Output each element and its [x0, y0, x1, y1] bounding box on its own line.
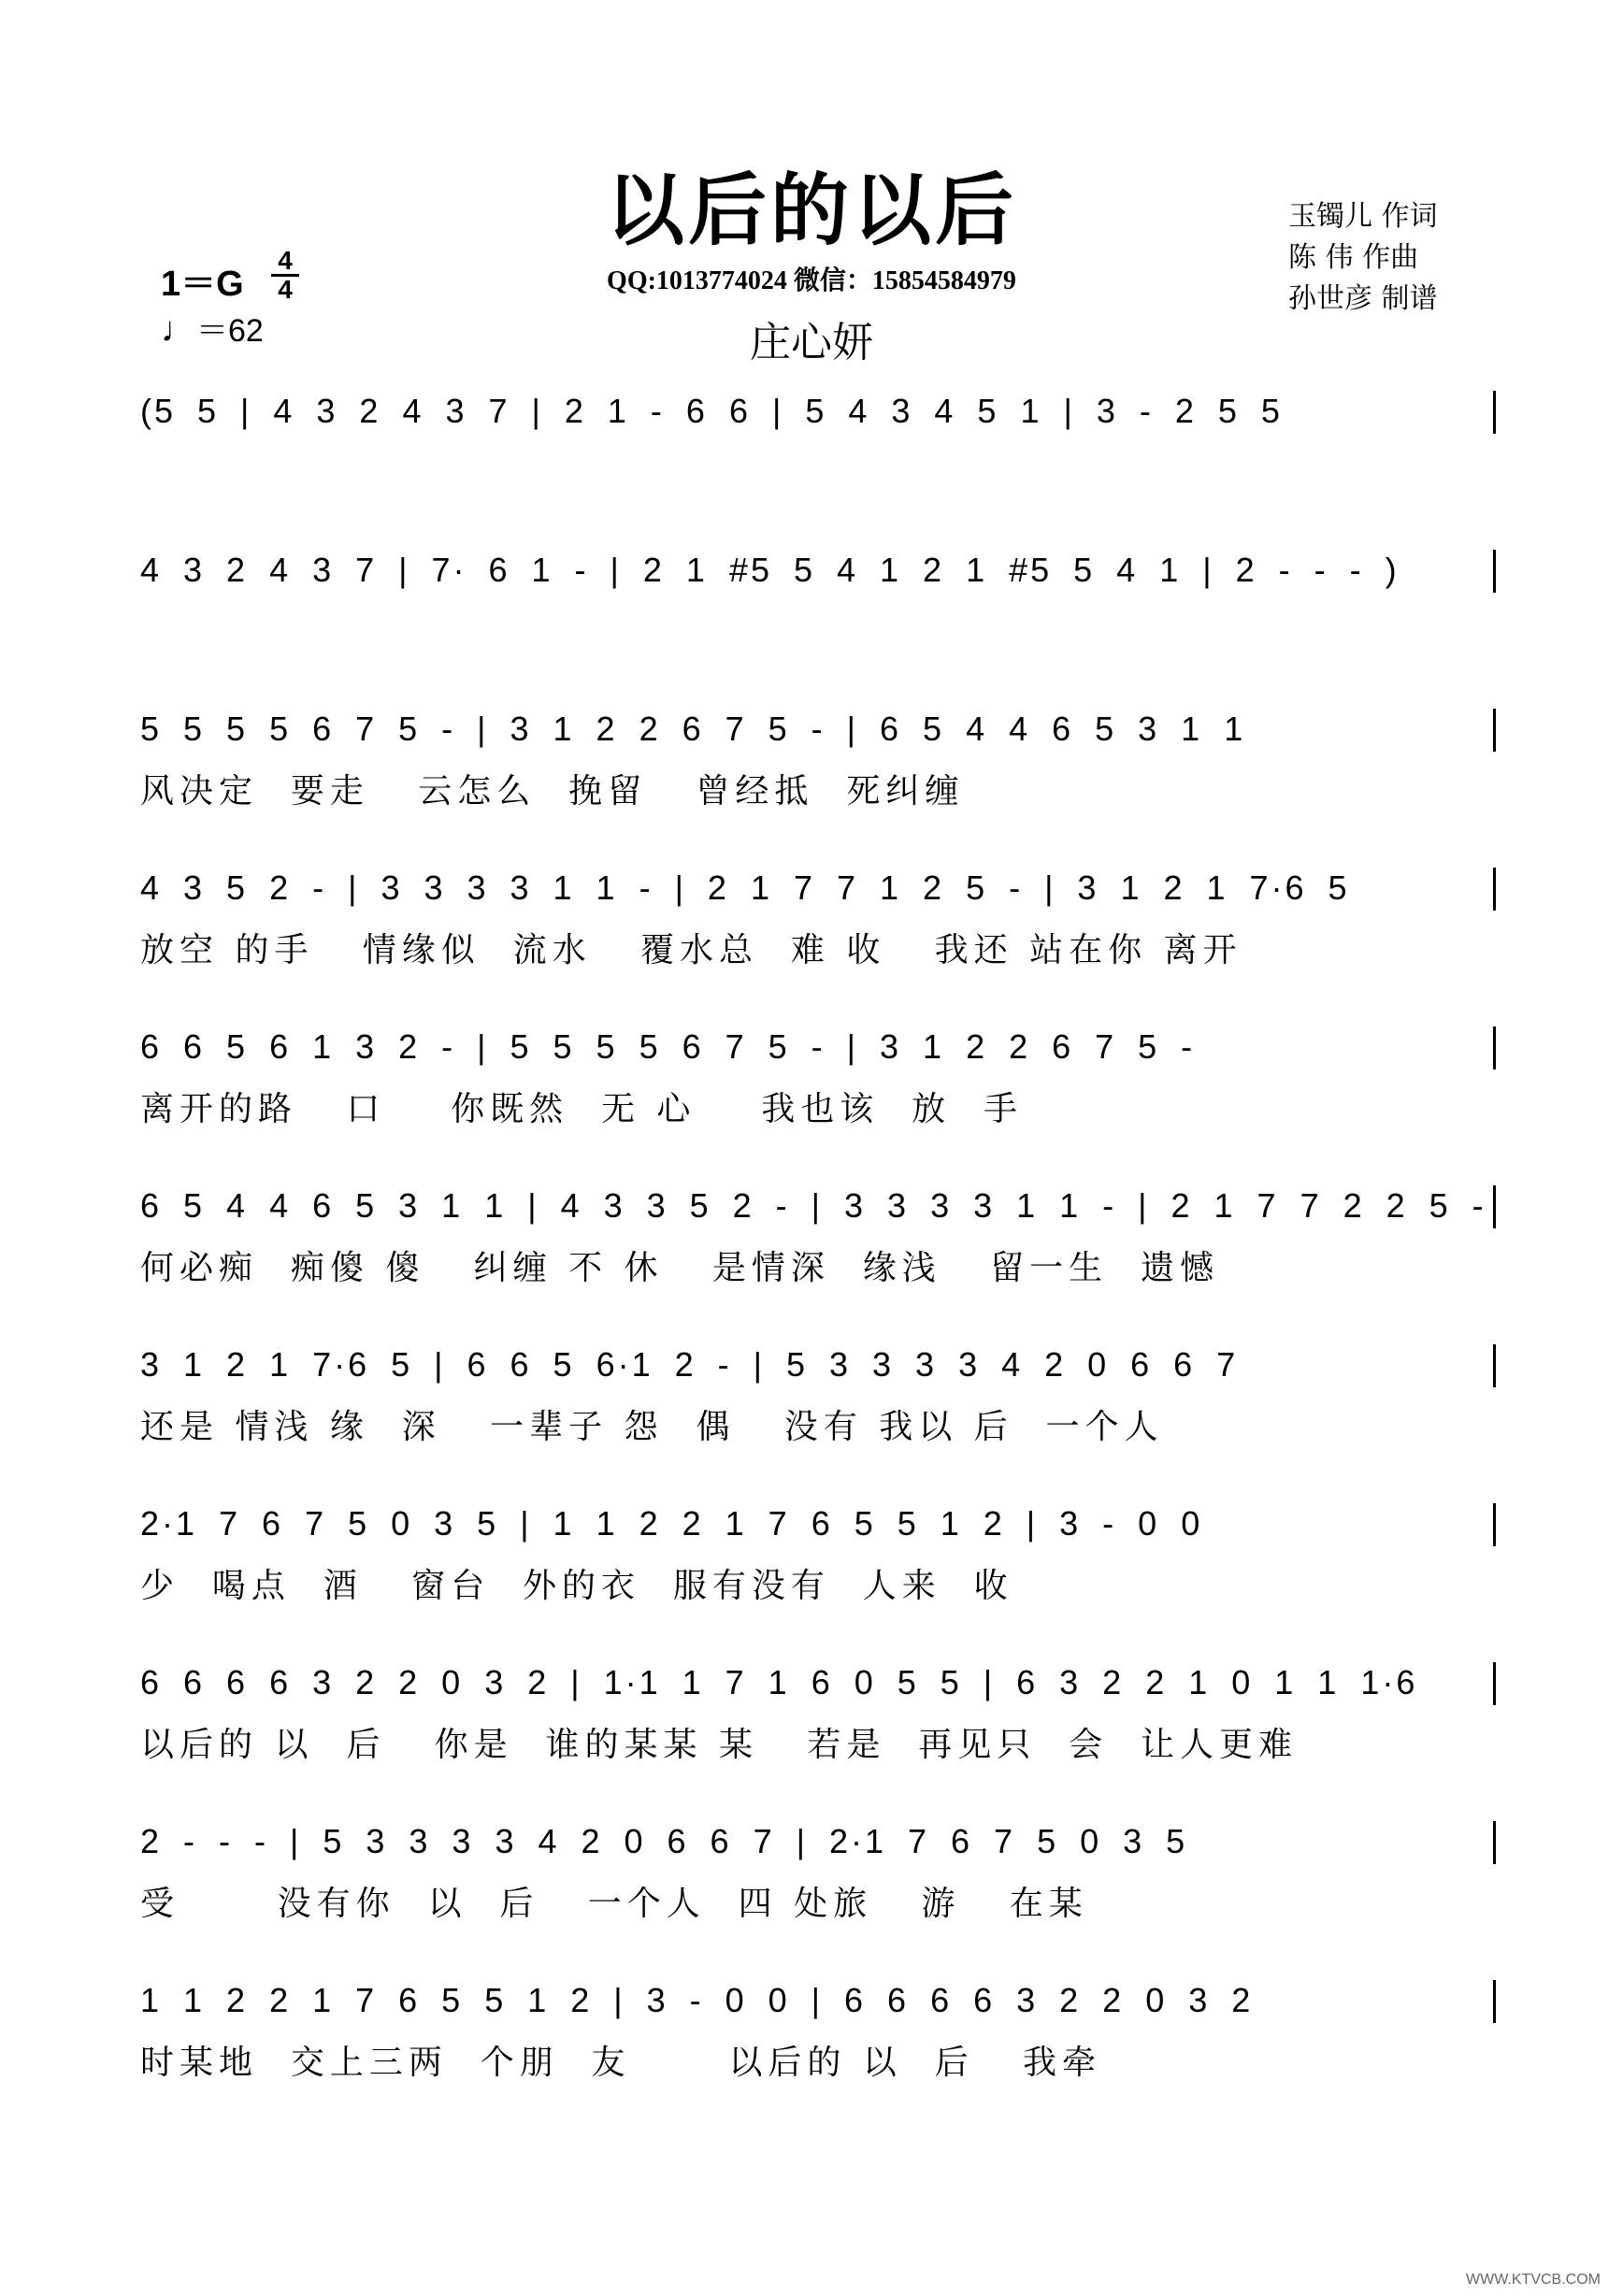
barline [1493, 1185, 1496, 1228]
lyric-line: 时某地 交上三两 个朋 友 以后的 以 后 我牵 [140, 2044, 1101, 2082]
barline [1493, 1980, 1496, 2023]
score-row [140, 1655, 1477, 1814]
quarter-note-icon: ♩ [161, 310, 196, 350]
time-bottom: 4 [278, 275, 293, 304]
barline [1493, 1662, 1496, 1705]
lyric-line: 风决定 要走 云怎么 挽留 曾经抵 死纠缠 [140, 772, 965, 811]
lyricist-credit: 玉镯儿 作词 [1288, 200, 1438, 233]
transcriber-credit: 孙世彦 制谱 [1288, 282, 1438, 315]
lyric-line: 还是 情浅 缘 深 一辈子 怨 偶 没有 我以 后 一个人 [140, 1408, 1164, 1446]
barline [1493, 1821, 1496, 1864]
notation-line: 3 1 2 1 7·6 5 | 6 6 5 6·1 2 - | 5 3 3 3 3 4 2 0 6 6 7 [140, 1345, 1239, 1384]
watermark: WWW.KTVCB.COM [1466, 2272, 1601, 2288]
barline [1493, 1344, 1496, 1387]
score-row [140, 1814, 1477, 1973]
time-top: 4 [278, 246, 293, 275]
tempo-value: ＝62 [196, 313, 264, 349]
score-row [140, 701, 1477, 860]
score-row [140, 860, 1477, 1019]
lyric-line [140, 451, 1477, 497]
lyric-line [140, 610, 1477, 656]
barline [1493, 868, 1496, 911]
notation-line: 1 1 2 2 1 7 6 5 5 1 2 | 3 - 0 0 | 6 6 6 6 3 2 2 0 3 2 [140, 1981, 1254, 2019]
score-row [140, 1019, 1477, 1178]
composer-credit: 陈 伟 作曲 [1288, 241, 1419, 274]
notation-line: 6 5 4 4 6 5 3 1 1 | 4 3 3 5 2 - | 3 3 3 3 1 1 - | 2 1 7 7 2 2 5 - [140, 1186, 1487, 1225]
notation-line: (5 5 | 4 3 2 4 3 7 | 2 1 - 6 6 | 5 4 3 4 5 1 | 3 - 2 5 5 [140, 392, 1283, 430]
notation-line: 5 5 5 5 6 7 5 - | 3 1 2 2 6 7 5 - | 6 5 4 4 6 5 3 1 1 [140, 710, 1246, 748]
lyric-line: 以后的 以 后 你是 谁的某某 某 若是 再见只 会 让人更难 [140, 1726, 1298, 1764]
score-row [140, 1178, 1487, 1337]
score-row [140, 383, 1477, 542]
notation-line: 6 6 5 6 1 3 2 - | 5 5 5 5 6 7 5 - | 3 1 2 2 6 7 5 - [140, 1027, 1196, 1066]
notation-line: 4 3 5 2 - | 3 3 3 3 1 1 - | 2 1 7 7 1 2 5 - | 3 1 2 1 7·6 5 [140, 868, 1350, 907]
score-row [140, 542, 1477, 701]
time-signature [271, 246, 299, 304]
score-row [140, 1337, 1477, 1496]
credits [1288, 196, 1587, 320]
key-signature: 1＝G [161, 265, 244, 304]
notation-line: 2 - - - | 5 3 3 3 3 4 2 0 6 6 7 | 2·1 7 6 7 5 0 3 5 [140, 1822, 1188, 1860]
singer-name: 庄心妍 [750, 319, 873, 366]
lyric-line: 受 没有你 以 后 一个人 四 处旅 游 在某 [140, 1885, 1088, 1923]
notation-line: 2·1 7 6 7 5 0 3 5 | 1 1 2 2 1 7 6 5 5 1 2 | 3 - 0 0 [140, 1504, 1203, 1543]
contact-info: QQ:1013774024 微信：15854584979 [607, 266, 1016, 295]
notation-line: 6 6 6 6 3 2 2 0 3 2 | 1·1 1 7 1 6 0 5 5 | 6 3 2 2 1 0 1 1 1·6 [140, 1663, 1418, 1701]
barline [1493, 391, 1496, 434]
score-row [140, 1496, 1477, 1655]
lyric-line: 何必痴 痴傻 傻 纠缠 不 休 是情深 缘浅 留一生 遗憾 [140, 1249, 1219, 1287]
score-row [140, 1973, 1477, 2131]
barline [1493, 1026, 1496, 1069]
tempo-marking [161, 305, 264, 351]
barline [1493, 709, 1496, 752]
lyric-line: 少 喝点 酒 窗台 外的衣 服有没有 人来 收 [140, 1567, 1013, 1605]
lyric-line: 离开的路 口 你既然 无 心 我也该 放 手 [140, 1090, 1023, 1128]
song-title: 以后的以后 [605, 164, 1017, 256]
notation-line: 4 3 2 4 3 7 | 7· 6 1 - | 2 1 #5 5 4 1 2 1 #5 5 4 1 | 2 - - - ) [140, 551, 1400, 589]
barline [1493, 1503, 1496, 1546]
lyric-line: 放空 的手 情缘似 流水 覆水总 难 收 我还 站在你 离开 [140, 931, 1242, 969]
barline [1493, 550, 1496, 593]
